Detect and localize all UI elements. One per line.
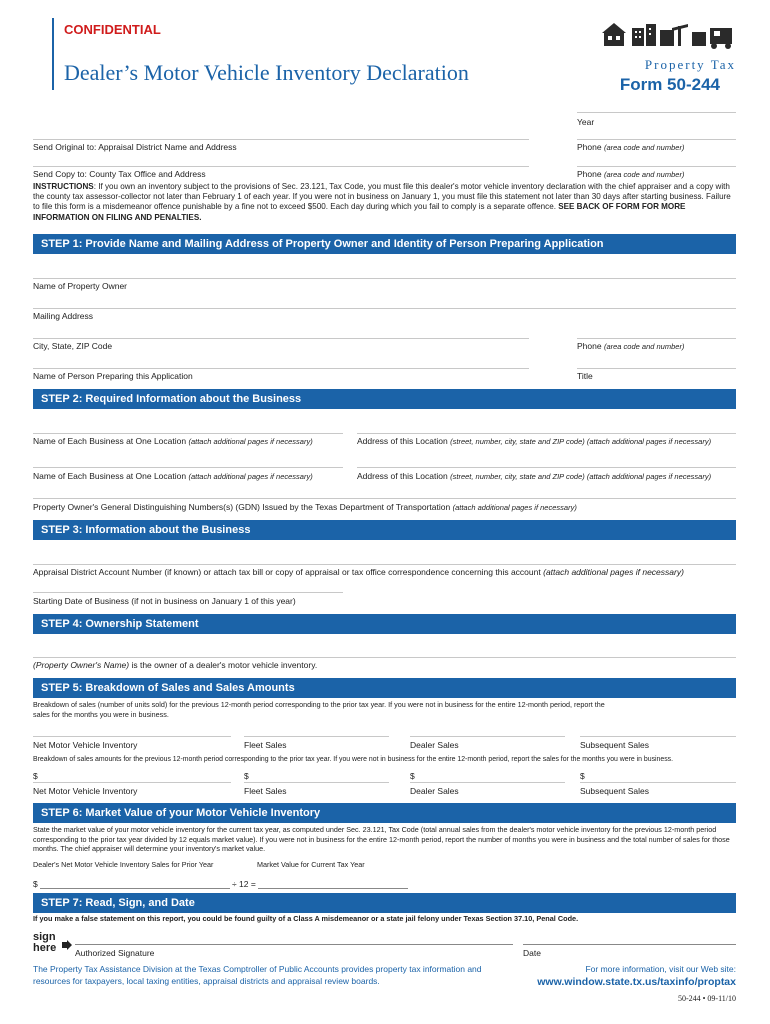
business-name-label-2: Name of Each Business at One Location (attach additional pages if necessary): [33, 471, 313, 481]
phone2-line[interactable]: [577, 166, 736, 167]
prior-year-sales-label: Dealer's Net Motor Vehicle Inventory Sales for Prior Year: [33, 860, 214, 869]
signature-line[interactable]: [75, 944, 513, 945]
prior-year-sales-line[interactable]: [40, 888, 230, 889]
phone1-label: Phone (area code and number): [577, 142, 685, 152]
amount-subsequent-line[interactable]: [580, 782, 736, 783]
instructions: INSTRUCTIONS: If you own an inventory subject to the provisions of Sec. 23.121, Tax Code, you must file this dealer's motor vehicle inventory declaration with the chief appraiser and a copy with the county tax assessor-collector not later than February 1 of each year. If you were not in business on January 1, you must file this statement not later than 30 days after starting business. Failure to file this form is a misdemeanor offence punishable by a fine not to exceed $500. Each day during which you fail to comply is a separate offence. SEE BACK OF FORM FOR MORE INFORMATION ON FILING AND PENALTIES.: [33, 182, 731, 222]
owner-statement: (Property Owner's Name) is the owner of a dealer's motor vehicle inventory.: [33, 660, 318, 670]
preparer-line[interactable]: [33, 368, 529, 369]
phone2-label: Phone (area code and number): [577, 169, 685, 179]
step6-description: State the market value of your motor vehicle inventory for the current tax year, as computed under Sec. 23.121, Tax Code (total annual sales from the dealer's motor vehicle inventory for the previous 12-month period corresponding to the prior tax year divided by 12 equals market value). If you were not in business for the entire 12-month period, report the number of months you were in business and the total number of sales for those months. The chief appraiser will determine your inventory's market value.: [33, 825, 730, 853]
market-value-label: Market Value for Current Tax Year: [257, 860, 365, 869]
property-tax-label: Property Tax: [644, 57, 736, 72]
year-line[interactable]: [577, 112, 736, 113]
signature-label: Authorized Signature: [75, 948, 155, 958]
gdn-line[interactable]: [33, 498, 736, 499]
year-label: Year: [577, 117, 595, 127]
owner-name-label: Name of Property Owner: [33, 281, 128, 291]
send-original-label: Send Original to: Appraisal District Name and Address: [33, 142, 237, 152]
step4-header: STEP 4: Ownership Statement: [33, 614, 736, 634]
amount-fleet-label: Fleet Sales: [244, 786, 287, 796]
address-line-1[interactable]: [357, 433, 736, 434]
form-code: 50-244 • 09-11/10: [677, 994, 736, 1003]
units-dealer-label: Dealer Sales: [410, 740, 459, 750]
send-copy-line[interactable]: [33, 166, 529, 167]
amount-net-dollar: $: [33, 771, 38, 781]
address-label-2: Address of this Location (street, number, city, state and ZIP code) (attach additional pages if necessary): [357, 471, 712, 481]
business-name-line-2[interactable]: [33, 467, 343, 468]
start-date-label: Starting Date of Business (if not in business on January 1 of this year): [33, 596, 296, 606]
confidential-label: CONFIDENTIAL: [64, 22, 161, 37]
account-line[interactable]: [33, 564, 736, 565]
units-net-line[interactable]: [33, 736, 231, 737]
send-copy-label: Send Copy to: County Tax Office and Address: [33, 169, 206, 179]
header-rule: [52, 18, 54, 90]
owner-name-line[interactable]: [33, 278, 736, 279]
step6-header: STEP 6: Market Value of your Motor Vehicle Inventory: [33, 803, 736, 823]
title-line[interactable]: [577, 368, 736, 369]
mailing-line[interactable]: [33, 308, 736, 309]
amount-subsequent-dollar: $: [580, 771, 585, 781]
false-statement-warning: If you make a false statement on this report, you could be found guilty of a Class A misdemeanor or a state jail felony under Texas Section 37.10, Penal Code.: [33, 914, 579, 923]
building-icons: [602, 20, 738, 50]
address-label-1: Address of this Location (street, number, city, state and ZIP code) (attach additional pages if necessary): [357, 436, 712, 446]
units-fleet-label: Fleet Sales: [244, 740, 287, 750]
footer-info: The Property Tax Assistance Division at the Texas Comptroller of Public Accounts provides property tax information and resources for taxpayers, local taxing entities, appraisal districts and appraisal review boards.: [33, 964, 482, 986]
account-label: Appraisal District Account Number (if known) or attach tax bill or copy of appraisal or tax office correspondence concerning this account (attach additional pages if necessary): [33, 567, 684, 577]
house-icon: [604, 32, 624, 46]
step1-phone-line[interactable]: [577, 338, 736, 339]
business-name-label-1: Name of Each Business at One Location (attach additional pages if necessary): [33, 436, 313, 446]
phone1-line[interactable]: [577, 139, 736, 140]
owner-statement-line[interactable]: [33, 657, 736, 658]
amount-net-label: Net Motor Vehicle Inventory: [33, 786, 138, 796]
units-dealer-line[interactable]: [410, 736, 565, 737]
market-value-line[interactable]: [258, 888, 408, 889]
date-label: Date: [523, 948, 541, 958]
gdn-label: Property Owner's General Distinguishing Numbers(s) (GDN) Issued by the Texas Department of Transportation (attach additional pages if necessary): [33, 502, 577, 512]
start-date-line[interactable]: [33, 592, 343, 593]
units-fleet-line[interactable]: [244, 736, 389, 737]
city-line[interactable]: [33, 338, 529, 339]
form-number: Form 50-244: [619, 75, 720, 94]
amount-subsequent-label: Subsequent Sales: [580, 786, 649, 796]
mailing-label: Mailing Address: [33, 311, 94, 321]
city-label: City, State, ZIP Code: [33, 341, 113, 351]
form-title: Dealer’s Motor Vehicle Inventory Declaration: [64, 60, 469, 85]
footer-more-info: For more information, visit our Web site:: [585, 964, 736, 974]
amount-fleet-line[interactable]: [244, 782, 389, 783]
amount-net-line[interactable]: [33, 782, 231, 783]
title-label: Title: [577, 371, 593, 381]
step2-header: STEP 2: Required Information about the Business: [33, 389, 736, 409]
step3-header: STEP 3: Information about the Business: [33, 520, 736, 540]
date-line[interactable]: [523, 944, 736, 945]
step1-header: STEP 1: Provide Name and Mailing Address of Property Owner and Identity of Person Preparing Application: [33, 234, 736, 254]
prior-year-dollar: $: [33, 879, 38, 889]
step1-phone-label: Phone (area code and number): [577, 341, 685, 351]
amount-dealer-line[interactable]: [410, 782, 565, 783]
units-net-label: Net Motor Vehicle Inventory: [33, 740, 138, 750]
sign-here-marker: sign here: [33, 931, 57, 954]
units-description: Breakdown of sales (number of units sold) for the previous 12-month period corresponding to the prior tax year. If you were not in business for the entire 12-month period, report the sales for the months you were in business.: [33, 700, 605, 719]
step5-header: STEP 5: Breakdown of Sales and Sales Amounts: [33, 678, 736, 698]
address-line-2[interactable]: [357, 467, 736, 468]
units-subsequent-label: Subsequent Sales: [580, 740, 649, 750]
amount-dealer-label: Dealer Sales: [410, 786, 459, 796]
send-original-line[interactable]: [33, 139, 529, 140]
divide-label: ÷ 12 =: [232, 879, 256, 889]
preparer-label: Name of Person Preparing this Application: [33, 371, 193, 381]
amount-fleet-dollar: $: [244, 771, 249, 781]
business-name-line-1[interactable]: [33, 433, 343, 434]
step7-header: STEP 7: Read, Sign, and Date: [33, 893, 736, 913]
arrow-right-icon: [62, 940, 72, 950]
amounts-description: Breakdown of sales amounts for the previous 12-month period corresponding to the prior tax year. If you were not in business for the entire 12-month period, report the sales for the months you were in business.: [33, 756, 674, 763]
units-subsequent-line[interactable]: [580, 736, 736, 737]
footer-website-link[interactable]: www.window.state.tx.us/taxinfo/proptax: [537, 976, 736, 988]
amount-dealer-dollar: $: [410, 771, 415, 781]
